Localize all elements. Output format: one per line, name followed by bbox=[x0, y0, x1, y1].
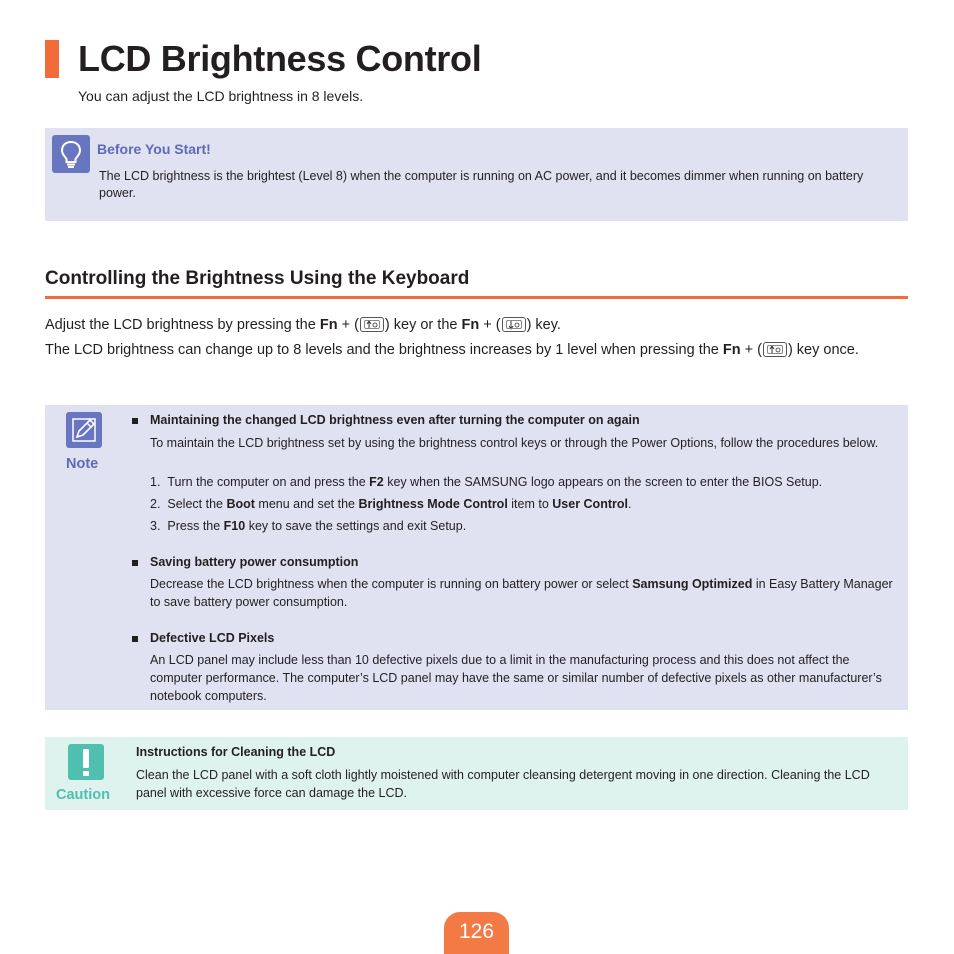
bullet-marker bbox=[132, 560, 138, 566]
bullet-marker bbox=[132, 418, 138, 424]
title-accent-bar bbox=[45, 40, 59, 78]
caution-label: Caution bbox=[56, 787, 110, 803]
brightness-up-key-icon bbox=[360, 317, 384, 332]
before-you-start-box bbox=[45, 128, 908, 221]
caution-heading: Instructions for Cleaning the LCD bbox=[136, 745, 336, 759]
note-item-heading: Saving battery power consumption bbox=[150, 555, 359, 569]
brightness-down-key-icon bbox=[502, 317, 526, 332]
before-you-start-heading: Before You Start! bbox=[97, 141, 211, 157]
pencil-icon bbox=[66, 412, 102, 448]
page-subtitle: You can adjust the LCD brightness in 8 levels. bbox=[78, 88, 364, 104]
brightness-up-key-icon bbox=[763, 342, 787, 357]
note-item-text: To maintain the LCD brightness set by using the brightness control keys or through the Power Options, follow the procedures below. bbox=[150, 436, 879, 450]
note-step: 1. Turn the computer on and press the F2 key when the SAMSUNG logo appears on the screen to enter the BIOS Setup. bbox=[150, 475, 823, 489]
section-title: Controlling the Brightness Using the Keyboard bbox=[45, 268, 470, 289]
page-number-tab bbox=[444, 912, 509, 954]
exclamation-icon bbox=[68, 744, 104, 780]
note-step: 3. Press the F10 key to save the settings and exit Setup. bbox=[150, 519, 467, 533]
note-item-text: Decrease the LCD brightness when the computer is running on battery power or select Samsung Optimized in Easy Battery Manager to save battery power consumption. bbox=[150, 577, 893, 609]
note-item-text: An LCD panel may include less than 10 defective pixels due to a limit in the manufacturing process and this does not affect the computer performance. The computer’s LCD panel may have the same or similar number of defective pixels as other manufacturer’s notebook computers. bbox=[150, 653, 882, 703]
keyboard-instructions-paragraph: Adjust the LCD brightness by pressing the Fn + ( ) key or the Fn + ( ) key. bbox=[45, 317, 561, 333]
before-you-start-text: The LCD brightness is the brightest (Level 8) when the computer is running on AC power, and it becomes dimmer when running on battery power. bbox=[99, 169, 864, 200]
brightness-levels-paragraph: The LCD brightness can change up to 8 levels and the brightness increases by 1 level when pressing the Fn + ( ) key once. bbox=[45, 342, 859, 358]
caution-box bbox=[45, 737, 908, 810]
page-title: LCD Brightness Control bbox=[78, 38, 482, 79]
page-number: 126 bbox=[458, 920, 495, 943]
note-item-heading: Maintaining the changed LCD brightness even after turning the computer on again bbox=[150, 413, 640, 427]
note-item-heading: Defective LCD Pixels bbox=[150, 631, 275, 645]
note-label: Note bbox=[66, 456, 99, 472]
lightbulb-icon bbox=[52, 135, 90, 173]
bullet-marker bbox=[132, 636, 138, 642]
note-step: 2. Select the Boot menu and set the Brightness Mode Control item to User Control. bbox=[150, 497, 632, 511]
section-divider bbox=[45, 296, 908, 299]
note-box bbox=[45, 405, 908, 710]
caution-text: Clean the LCD panel with a soft cloth lightly moistened with computer cleansing detergent moving in one direction. Cleaning the LCD panel with excessive force can damage the LCD. bbox=[136, 768, 870, 800]
